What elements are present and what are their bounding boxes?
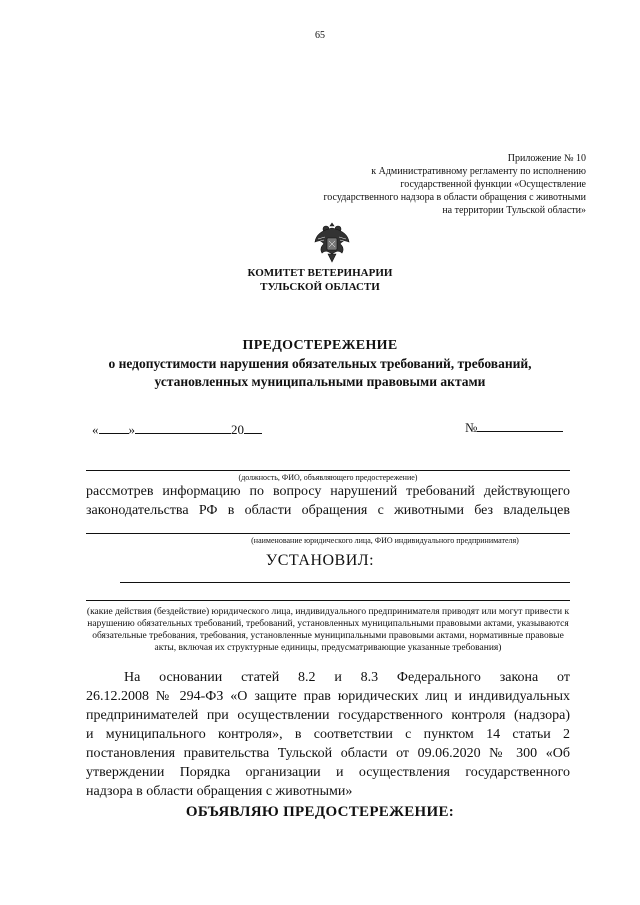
findings-line[interactable]: [120, 582, 570, 583]
basis-paragraph: [86, 668, 570, 801]
appendix-block: [286, 152, 586, 217]
basis-line: утверждении Порядка организации и осуществления государственного: [86, 765, 570, 780]
date-open-quote: «: [92, 422, 99, 437]
basis-line: постановления правительства Тульской области от 09.06.2020 № 300 «Об: [86, 746, 570, 761]
document-subtitle: [60, 355, 580, 391]
appendix-line: Приложение № 10: [507, 153, 586, 164]
number-field[interactable]: [465, 420, 563, 436]
year-blank[interactable]: [244, 423, 262, 434]
established-heading: УСТАНОВИЛ:: [265, 552, 375, 569]
number-blank[interactable]: [477, 421, 563, 432]
number-label: №: [465, 420, 478, 435]
appendix-line: на территории Тульской области»: [442, 205, 586, 216]
basis-line: и муниципального контроля», в соответствии с пунктом 14 статьи 2: [86, 727, 570, 742]
date-close-quote: »: [128, 422, 135, 437]
basis-line: 26.12.2008 № 294-ФЗ «О защите прав юридических лиц и индивидуальных: [86, 689, 570, 704]
coat-of-arms-icon: [313, 220, 351, 264]
appendix-line: к Административному регламенту по исполнению: [371, 166, 586, 177]
entity-caption: (наименование юридического лица, ФИО индивидуального предпринимателя): [251, 536, 519, 545]
official-line[interactable]: [86, 470, 570, 471]
basis-line: предпринимателей при осуществлении государственного контроля (надзора): [86, 708, 570, 723]
month-blank[interactable]: [135, 423, 231, 434]
subtitle-line: о недопустимости нарушения обязательных требований, требований,: [108, 356, 532, 371]
document-title: ПРЕДОСТЕРЕЖЕНИЕ: [242, 338, 398, 353]
subtitle-line: установленных муниципальными правовыми актами: [154, 374, 486, 389]
appendix-line: государственной функции «Осуществление: [400, 179, 586, 190]
year-prefix: 20: [231, 422, 244, 437]
organization-line: КОМИТЕТ ВЕТЕРИНАРИИ: [247, 267, 393, 279]
page-number: 65: [315, 30, 325, 41]
findings-line[interactable]: [86, 600, 570, 601]
consider-line-1: рассмотрев информацию по вопросу нарушений требований действующего: [86, 484, 570, 499]
findings-note: (какие действия (бездействие) юридического лица, индивидуального предпринимателя приводят или могут привести к нарушению обязательных требований, требований, установленных муниципальными правовыми актами, указываются обязательные требования, требования, установленные муниципальными правовыми актами, нормативные правовые акты, включая их структурные единицы, предусматривающие указанные требования): [86, 607, 570, 653]
organization-line: ТУЛЬСКОЙ ОБЛАСТИ: [260, 281, 380, 293]
declaration-heading: ОБЪЯВЛЯЮ ПРЕДОСТЕРЕЖЕНИЕ:: [185, 804, 455, 820]
official-caption: (должность, ФИО, объявляющего предостережение): [238, 473, 418, 482]
appendix-line: государственного надзора в области обращения с животными: [323, 192, 586, 203]
date-field[interactable]: [92, 422, 262, 438]
basis-line: На основании статей 8.2 и 8.3 Федерального закона от: [124, 670, 570, 685]
entity-line[interactable]: [86, 533, 570, 534]
basis-line: надзора в области обращения с животными»: [86, 784, 353, 799]
consider-line-2: законодательства РФ в области обращения с животными без владельцев: [86, 503, 570, 518]
day-blank[interactable]: [99, 423, 129, 434]
organization-name: [230, 266, 410, 294]
